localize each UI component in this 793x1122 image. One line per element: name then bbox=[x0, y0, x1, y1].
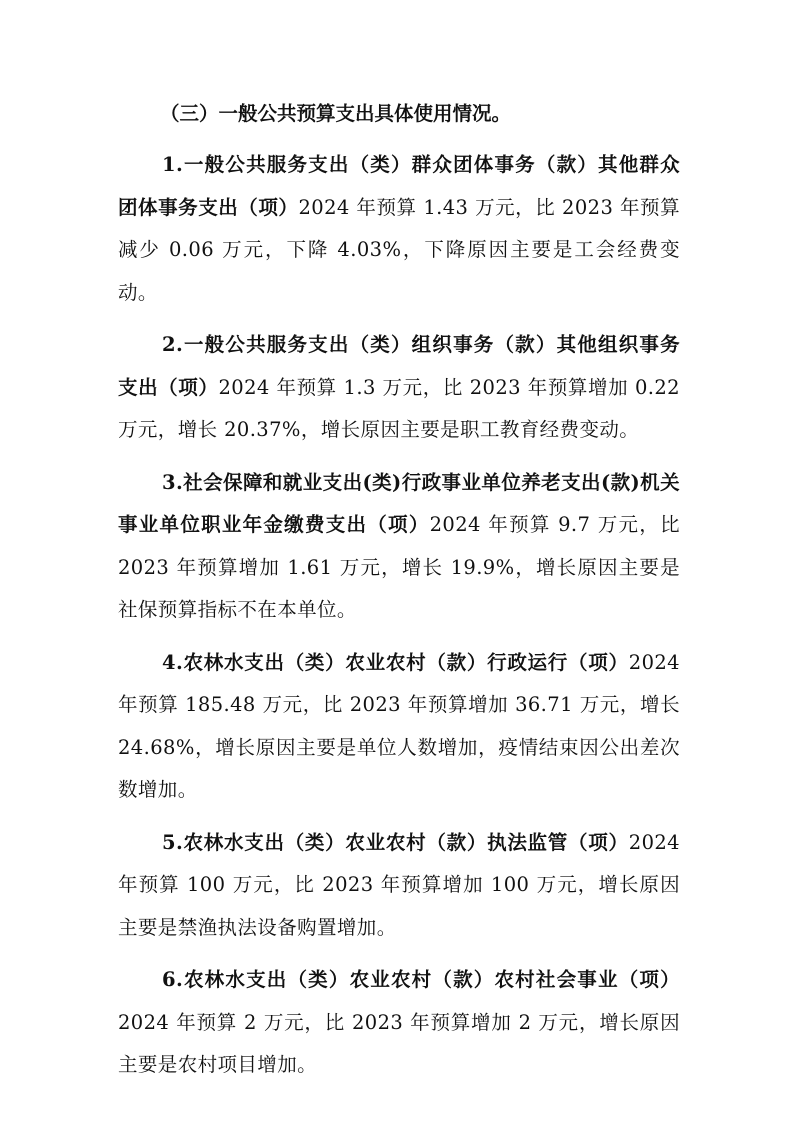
item-5-body: 2024 年预算 100 万元，比 2023 年预算增加 100 万元，增长原因主要是禁渔执法设备购置增加。 bbox=[118, 830, 680, 939]
item-3-body: 2024 年预算 9.7 万元，比 2023 年预算增加 1.61 万元，增长 19.9%，增长原因主要是社保预算指标不在本单位。 bbox=[118, 513, 680, 621]
paragraph-item-2 bbox=[118, 324, 680, 452]
item-2-body: 2024 年预算 1.3 万元，比 2023 年预算增加 0.22 万元，增长 20.37%，增长原因主要是职工教育经费变动。 bbox=[118, 375, 680, 441]
paragraph-item-5 bbox=[118, 822, 680, 950]
paragraph-item-4 bbox=[118, 642, 680, 812]
section-heading: （三）一般公共预算支出具体使用情况。 bbox=[160, 102, 512, 125]
item-1-lead: 1.一般公共服务支出（类）群众团体事务（款）其他群众团体事务支出（项） bbox=[118, 153, 680, 219]
item-6-body: 2024 年预算 2 万元，比 2023 年预算增加 2 万元，增长原因主要是农村项目增加。 bbox=[118, 1010, 680, 1076]
item-4-lead: 4.农林水支出（类）农业农村（款）行政运行（项） bbox=[162, 650, 629, 674]
item-3-lead: 3.社会保障和就业支出(类)行政事业单位养老支出(款)机关事业单位职业年金缴费支出（项） bbox=[118, 470, 680, 536]
item-5-lead: 5.农林水支出（类）农业农村（款）执法监管（项） bbox=[162, 830, 629, 854]
paragraph-item-1 bbox=[118, 144, 680, 314]
item-6-lead: 6.农林水支出（类）农业农村（款）农村社会事业（项） bbox=[162, 968, 680, 991]
item-4-body: 2024 年预算 185.48 万元，比 2023 年预算增加 36.71 万元，增长 24.68%，增长原因主要是单位人数增加，疫情结束因公出差次数增加。 bbox=[118, 650, 680, 801]
paragraph-item-3 bbox=[118, 462, 680, 632]
item-2-lead: 2.一般公共服务支出（类）组织事务（款）其他组织事务支出（项） bbox=[118, 333, 680, 399]
paragraph-item-6 bbox=[118, 959, 680, 1087]
document-page bbox=[118, 92, 680, 1097]
item-1-body: 2024 年预算 1.43 万元，比 2023 年预算减少 0.06 万元，下降 4.03%，下降原因主要是工会经费变动。 bbox=[118, 195, 680, 304]
